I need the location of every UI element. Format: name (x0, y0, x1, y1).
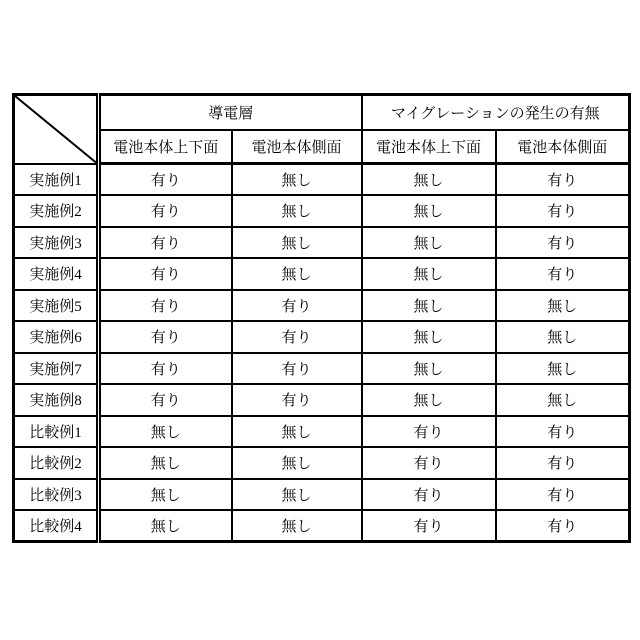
table-cell: 無し (496, 384, 630, 416)
row-label: 実施例3 (14, 227, 99, 259)
table-cell: 無し (496, 353, 630, 385)
table-cell: 無し (496, 321, 630, 353)
table-row (14, 290, 630, 322)
table-cell: 無し (362, 164, 496, 196)
table-cell: 有り (232, 353, 362, 385)
table-cell: 有り (496, 195, 630, 227)
table-cell: 有り (99, 258, 232, 290)
table-cell: 有り (99, 227, 232, 259)
table-cell: 有り (99, 164, 232, 196)
table-cell: 無し (99, 479, 232, 511)
table-cell: 無し (99, 447, 232, 479)
table-cell: 有り (362, 479, 496, 511)
row-label: 比較例4 (14, 510, 99, 542)
table-cell: 有り (496, 164, 630, 196)
table-cell: 有り (362, 510, 496, 542)
row-label: 実施例8 (14, 384, 99, 416)
table-cell: 有り (99, 353, 232, 385)
table-cell: 有り (362, 416, 496, 448)
table-cell: 無し (232, 447, 362, 479)
table-row (14, 353, 630, 385)
table-cell: 有り (99, 321, 232, 353)
table-row (14, 321, 630, 353)
table-cell: 無し (232, 164, 362, 196)
group-header-row (14, 95, 630, 130)
table-cell: 無し (362, 195, 496, 227)
table-row (14, 510, 630, 542)
table-cell: 無し (232, 510, 362, 542)
table-cell: 無し (232, 195, 362, 227)
row-label: 実施例1 (14, 164, 99, 196)
row-label: 実施例2 (14, 195, 99, 227)
table-cell: 有り (232, 290, 362, 322)
table-cell: 有り (362, 447, 496, 479)
table-row (14, 384, 630, 416)
table-cell: 無し (362, 384, 496, 416)
table-cell: 有り (99, 290, 232, 322)
row-label: 実施例4 (14, 258, 99, 290)
sub-header-migration-side: 電池本体側面 (496, 130, 630, 164)
table-cell: 無し (232, 479, 362, 511)
row-label: 実施例7 (14, 353, 99, 385)
table-row (14, 258, 630, 290)
table-cell: 無し (362, 258, 496, 290)
table-cell: 無し (362, 227, 496, 259)
table-cell: 無し (232, 227, 362, 259)
table-cell: 有り (99, 384, 232, 416)
table-cell: 無し (99, 416, 232, 448)
table-cell: 有り (99, 195, 232, 227)
sub-header-conductive-topbottom: 電池本体上下面 (99, 130, 232, 164)
table-cell: 有り (496, 416, 630, 448)
row-label: 比較例3 (14, 479, 99, 511)
table-cell: 無し (362, 353, 496, 385)
sub-header-row (14, 130, 630, 164)
table-cell: 無し (362, 290, 496, 322)
table-row (14, 479, 630, 511)
table-row (14, 447, 630, 479)
table-row (14, 416, 630, 448)
corner-diagonal-cell (14, 95, 99, 164)
table-cell: 無し (496, 290, 630, 322)
group-header-migration: マイグレーションの発生の有無 (362, 95, 630, 130)
table-cell: 無し (232, 258, 362, 290)
table-cell: 有り (232, 384, 362, 416)
table-cell: 有り (496, 227, 630, 259)
row-label: 実施例6 (14, 321, 99, 353)
table-cell: 有り (496, 447, 630, 479)
group-header-conductive-layer: 導電層 (99, 95, 362, 130)
table-row (14, 164, 630, 196)
sub-header-migration-topbottom: 電池本体上下面 (362, 130, 496, 164)
sub-header-conductive-side: 電池本体側面 (232, 130, 362, 164)
table-cell: 無し (362, 321, 496, 353)
table-cell: 無し (232, 416, 362, 448)
table-cell: 有り (496, 479, 630, 511)
table-cell: 無し (99, 510, 232, 542)
table-row (14, 227, 630, 259)
table-row (14, 195, 630, 227)
row-label: 実施例5 (14, 290, 99, 322)
diagonal-line (15, 96, 96, 163)
results-table (12, 93, 631, 543)
row-label: 比較例1 (14, 416, 99, 448)
row-label: 比較例2 (14, 447, 99, 479)
table-cell: 有り (496, 510, 630, 542)
table-cell: 有り (496, 258, 630, 290)
table-cell: 有り (232, 321, 362, 353)
